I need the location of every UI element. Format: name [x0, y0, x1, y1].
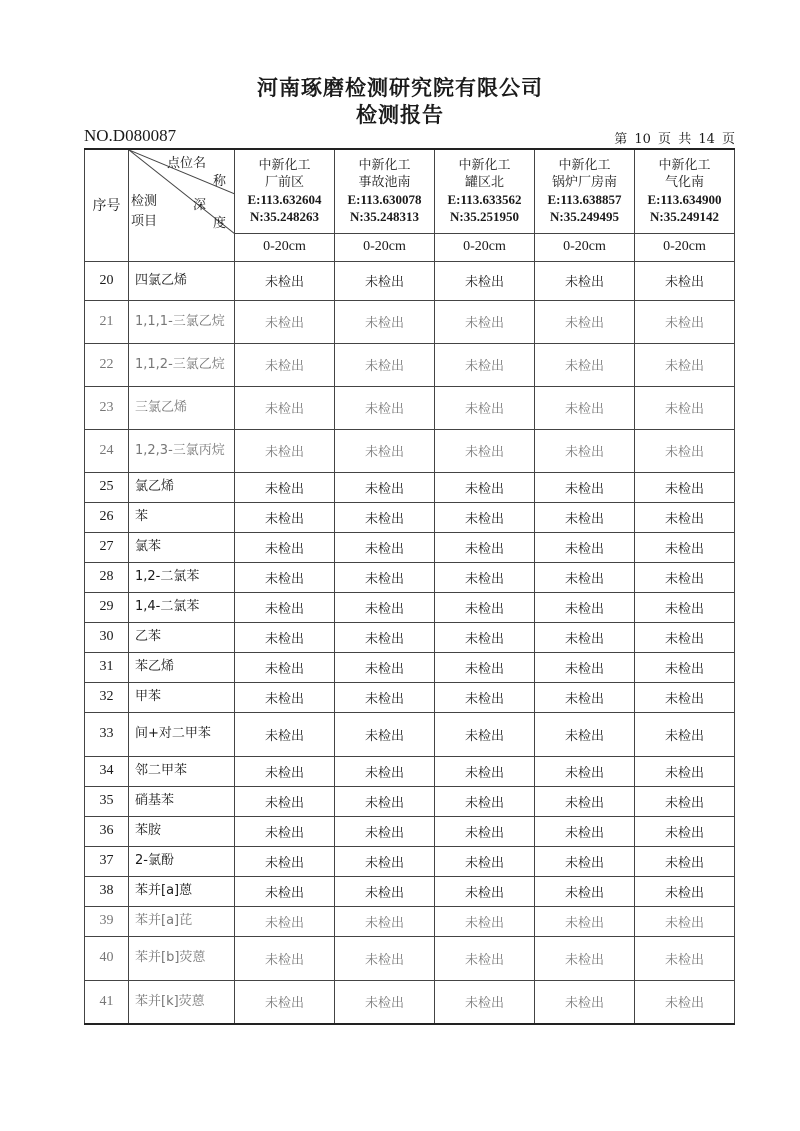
table-row [85, 386, 735, 429]
result-value: 未检出 [635, 300, 735, 343]
test-item: 甲苯 [129, 682, 235, 712]
result-value: 未检出 [235, 712, 335, 756]
result-value: 未检出 [535, 876, 635, 906]
site-north-coord: N:35.249142 [650, 209, 719, 225]
table-row [85, 652, 735, 682]
corner-depth-label-2: 度 [213, 216, 227, 231]
table-row [85, 846, 735, 876]
test-item: 氯苯 [129, 532, 235, 562]
depth-header: 0-20cm [235, 233, 335, 261]
result-value: 未检出 [435, 980, 535, 1024]
result-value: 未检出 [235, 502, 335, 532]
table-row [85, 343, 735, 386]
result-value: 未检出 [435, 502, 535, 532]
row-number: 21 [85, 300, 129, 343]
result-value: 未检出 [335, 622, 435, 652]
result-value: 未检出 [535, 712, 635, 756]
result-value: 未检出 [335, 936, 435, 980]
site-north-coord: N:35.251950 [450, 209, 519, 225]
site-header [535, 149, 635, 233]
result-value: 未检出 [335, 876, 435, 906]
site-location: 厂前区 [264, 175, 304, 191]
result-value: 未检出 [235, 472, 335, 502]
site-east-coord: E:113.632604 [247, 192, 322, 208]
table-row [85, 682, 735, 712]
result-value: 未检出 [235, 936, 335, 980]
result-value: 未检出 [435, 712, 535, 756]
result-value: 未检出 [635, 472, 735, 502]
row-number: 23 [85, 386, 129, 429]
result-value: 未检出 [435, 562, 535, 592]
corner-site-label: 点位名 [167, 156, 207, 171]
row-number: 39 [85, 906, 129, 936]
test-item: 邻二甲苯 [129, 756, 235, 786]
result-value: 未检出 [235, 429, 335, 472]
result-value: 未检出 [535, 562, 635, 592]
result-value: 未检出 [235, 386, 335, 429]
row-number: 31 [85, 652, 129, 682]
depth-header: 0-20cm [635, 233, 735, 261]
site-header-row [85, 149, 735, 233]
page-indicator: 第 10 页 共 14 页 [614, 132, 735, 147]
result-value: 未检出 [335, 386, 435, 429]
result-value: 未检出 [235, 980, 335, 1024]
row-number: 40 [85, 936, 129, 980]
result-value: 未检出 [535, 652, 635, 682]
row-number: 37 [85, 846, 129, 876]
result-value: 未检出 [535, 786, 635, 816]
row-number: 26 [85, 502, 129, 532]
table-row [85, 622, 735, 652]
site-header [435, 149, 535, 233]
table-row [85, 876, 735, 906]
test-item: 苯胺 [129, 816, 235, 846]
result-value: 未检出 [535, 502, 635, 532]
result-value: 未检出 [635, 386, 735, 429]
result-value: 未检出 [635, 786, 735, 816]
row-number: 34 [85, 756, 129, 786]
table-row [85, 980, 735, 1024]
result-value: 未检出 [435, 622, 535, 652]
result-value: 未检出 [435, 816, 535, 846]
result-value: 未检出 [635, 429, 735, 472]
table-row [85, 502, 735, 532]
result-value: 未检出 [635, 712, 735, 756]
result-value: 未检出 [535, 592, 635, 622]
row-number: 33 [85, 712, 129, 756]
table-row [85, 300, 735, 343]
row-number: 41 [85, 980, 129, 1024]
depth-header: 0-20cm [435, 233, 535, 261]
result-value: 未检出 [335, 712, 435, 756]
table-row [85, 429, 735, 472]
result-value: 未检出 [635, 846, 735, 876]
row-number: 20 [85, 261, 129, 300]
result-value: 未检出 [535, 261, 635, 300]
result-value: 未检出 [435, 343, 535, 386]
result-value: 未检出 [335, 786, 435, 816]
result-value: 未检出 [635, 532, 735, 562]
result-value: 未检出 [535, 816, 635, 846]
result-value: 未检出 [435, 300, 535, 343]
result-value: 未检出 [635, 502, 735, 532]
result-value: 未检出 [235, 300, 335, 343]
corner-header [129, 149, 235, 261]
site-location: 事故池南 [358, 175, 411, 191]
result-value: 未检出 [635, 936, 735, 980]
test-item: 1,4-二氯苯 [129, 592, 235, 622]
result-value: 未检出 [335, 652, 435, 682]
site-header [335, 149, 435, 233]
result-value: 未检出 [335, 816, 435, 846]
result-value: 未检出 [435, 532, 535, 562]
row-number: 36 [85, 816, 129, 846]
site-east-coord: E:113.633562 [447, 192, 522, 208]
result-value: 未检出 [235, 756, 335, 786]
result-value: 未检出 [435, 906, 535, 936]
test-item: 间+对二甲苯 [129, 712, 235, 756]
site-location: 气化南 [664, 175, 704, 191]
result-value: 未检出 [335, 682, 435, 712]
test-item: 硝基苯 [129, 786, 235, 816]
result-value: 未检出 [535, 472, 635, 502]
table-row [85, 936, 735, 980]
result-value: 未检出 [535, 532, 635, 562]
site-east-coord: E:113.634900 [647, 192, 722, 208]
table-row [85, 712, 735, 756]
result-value: 未检出 [635, 261, 735, 300]
result-value: 未检出 [635, 592, 735, 622]
row-number: 32 [85, 682, 129, 712]
result-value: 未检出 [635, 816, 735, 846]
row-number: 28 [85, 562, 129, 592]
result-value: 未检出 [535, 980, 635, 1024]
corner-item-label-2: 项目 [131, 214, 158, 229]
result-value: 未检出 [435, 592, 535, 622]
result-value: 未检出 [235, 652, 335, 682]
test-item: 苯并[b]荧蒽 [129, 936, 235, 980]
site-company: 中新化工 [458, 158, 511, 174]
result-value: 未检出 [535, 846, 635, 876]
result-value: 未检出 [335, 532, 435, 562]
table-row [85, 472, 735, 502]
result-value: 未检出 [435, 936, 535, 980]
table-row [85, 756, 735, 786]
table-row [85, 532, 735, 562]
test-item: 四氯乙烯 [129, 261, 235, 300]
result-value: 未检出 [635, 756, 735, 786]
result-value: 未检出 [335, 261, 435, 300]
row-number: 25 [85, 472, 129, 502]
result-value: 未检出 [235, 532, 335, 562]
row-number: 22 [85, 343, 129, 386]
result-value: 未检出 [235, 786, 335, 816]
result-value: 未检出 [435, 472, 535, 502]
result-value: 未检出 [335, 980, 435, 1024]
site-company: 中新化工 [358, 158, 411, 174]
result-value: 未检出 [635, 906, 735, 936]
site-north-coord: N:35.248263 [250, 209, 319, 225]
site-company: 中新化工 [258, 158, 311, 174]
results-table [84, 148, 735, 1025]
site-location: 罐区北 [464, 175, 504, 191]
table-row [85, 592, 735, 622]
result-value: 未检出 [535, 622, 635, 652]
test-item: 三氯乙烯 [129, 386, 235, 429]
row-number: 24 [85, 429, 129, 472]
result-value: 未检出 [335, 846, 435, 876]
test-item: 氯乙烯 [129, 472, 235, 502]
test-item: 乙苯 [129, 622, 235, 652]
result-value: 未检出 [335, 906, 435, 936]
row-number: 38 [85, 876, 129, 906]
site-header [635, 149, 735, 233]
result-value: 未检出 [335, 592, 435, 622]
result-value: 未检出 [435, 386, 535, 429]
row-number: 29 [85, 592, 129, 622]
site-north-coord: N:35.248313 [350, 209, 419, 225]
result-value: 未检出 [235, 622, 335, 652]
site-east-coord: E:113.638857 [547, 192, 622, 208]
table-row [85, 261, 735, 300]
test-item: 苯并[a]芘 [129, 906, 235, 936]
result-value: 未检出 [435, 652, 535, 682]
result-value: 未检出 [635, 562, 735, 592]
seq-header: 序号 [85, 149, 129, 261]
result-value: 未检出 [535, 906, 635, 936]
result-value: 未检出 [635, 622, 735, 652]
test-item: 苯并[k]荧蒽 [129, 980, 235, 1024]
result-value: 未检出 [435, 846, 535, 876]
result-value: 未检出 [635, 682, 735, 712]
site-header [235, 149, 335, 233]
row-number: 35 [85, 786, 129, 816]
result-value: 未检出 [335, 429, 435, 472]
result-value: 未检出 [435, 261, 535, 300]
result-value: 未检出 [235, 876, 335, 906]
test-item: 1,2,3-三氯丙烷 [129, 429, 235, 472]
result-value: 未检出 [235, 816, 335, 846]
test-item: 1,1,1-三氯乙烷 [129, 300, 235, 343]
depth-header: 0-20cm [535, 233, 635, 261]
result-value: 未检出 [435, 756, 535, 786]
result-value: 未检出 [235, 906, 335, 936]
table-row [85, 816, 735, 846]
result-value: 未检出 [635, 876, 735, 906]
result-value: 未检出 [535, 936, 635, 980]
result-value: 未检出 [235, 682, 335, 712]
depth-header: 0-20cm [335, 233, 435, 261]
result-value: 未检出 [535, 429, 635, 472]
result-value: 未检出 [535, 682, 635, 712]
result-value: 未检出 [635, 980, 735, 1024]
result-value: 未检出 [335, 562, 435, 592]
row-number: 30 [85, 622, 129, 652]
result-value: 未检出 [535, 343, 635, 386]
result-value: 未检出 [335, 756, 435, 786]
result-value: 未检出 [235, 343, 335, 386]
corner-depth-label: 深 [193, 198, 207, 213]
test-item: 1,1,2-三氯乙烷 [129, 343, 235, 386]
table-row [85, 786, 735, 816]
report-number: NO.D080087 [84, 126, 177, 145]
report-title: 检测报告 [356, 103, 444, 127]
result-value: 未检出 [335, 343, 435, 386]
test-item: 1,2-二氯苯 [129, 562, 235, 592]
site-company: 中新化工 [558, 158, 611, 174]
test-item: 苯乙烯 [129, 652, 235, 682]
corner-item-label: 检测 [131, 194, 158, 209]
test-item: 苯 [129, 502, 235, 532]
test-item: 苯并[a]蒽 [129, 876, 235, 906]
company-name: 河南琢磨检测研究院有限公司 [257, 76, 543, 100]
site-north-coord: N:35.249495 [550, 209, 619, 225]
result-value: 未检出 [235, 261, 335, 300]
result-value: 未检出 [635, 652, 735, 682]
result-value: 未检出 [335, 300, 435, 343]
result-value: 未检出 [435, 786, 535, 816]
result-value: 未检出 [235, 846, 335, 876]
result-value: 未检出 [235, 562, 335, 592]
site-east-coord: E:113.630078 [347, 192, 422, 208]
result-value: 未检出 [235, 592, 335, 622]
site-company: 中新化工 [658, 158, 711, 174]
result-value: 未检出 [435, 429, 535, 472]
result-value: 未检出 [535, 756, 635, 786]
result-value: 未检出 [435, 876, 535, 906]
test-item: 2-氯酚 [129, 846, 235, 876]
result-value: 未检出 [535, 386, 635, 429]
result-value: 未检出 [435, 682, 535, 712]
result-value: 未检出 [335, 472, 435, 502]
row-number: 27 [85, 532, 129, 562]
table-row [85, 906, 735, 936]
result-value: 未检出 [335, 502, 435, 532]
table-row [85, 562, 735, 592]
corner-site-label-2: 称 [213, 174, 227, 189]
result-value: 未检出 [535, 300, 635, 343]
result-value: 未检出 [635, 343, 735, 386]
site-location: 锅炉厂房南 [551, 175, 617, 191]
